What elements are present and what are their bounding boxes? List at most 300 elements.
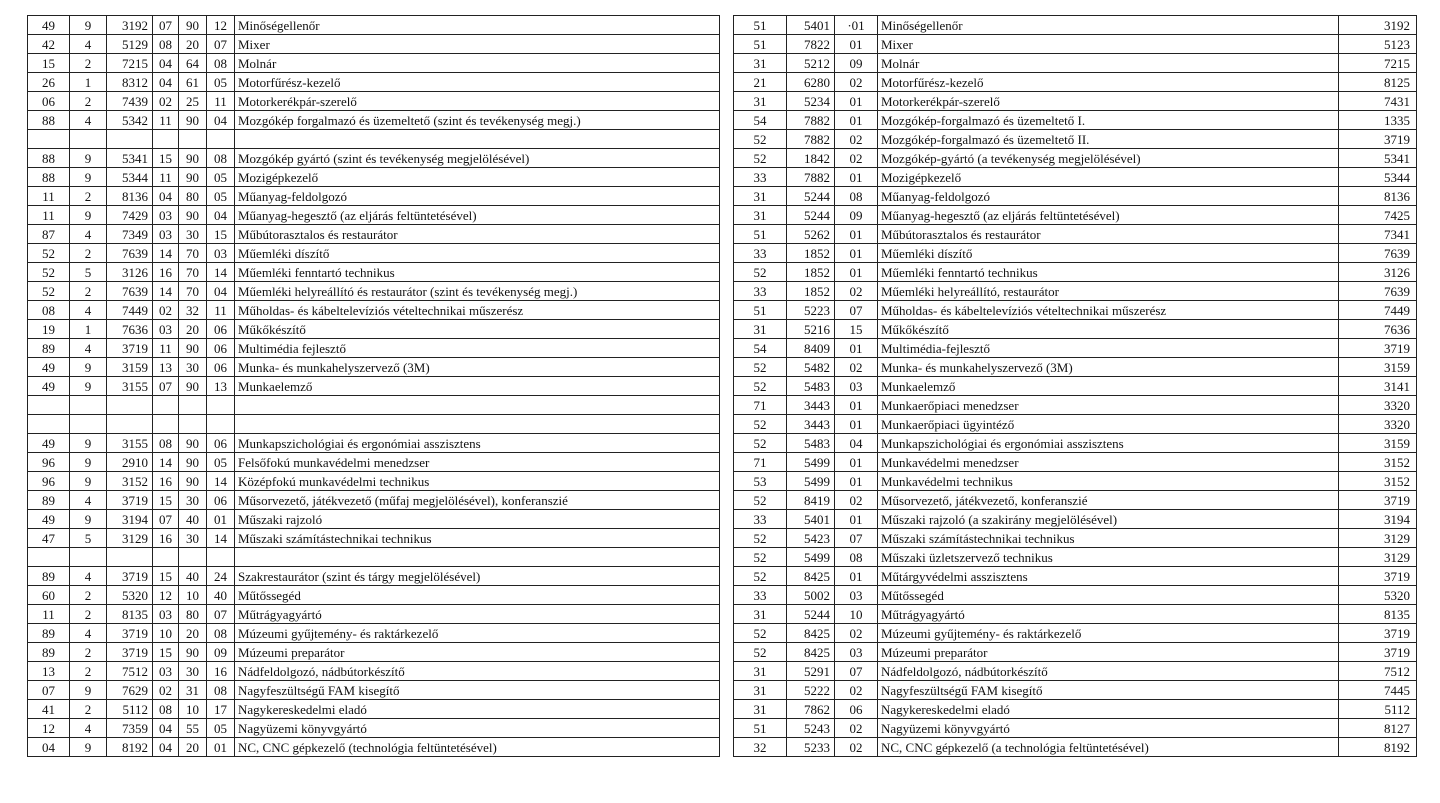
new-name: Molnár bbox=[878, 54, 1339, 73]
old-col-a: 15 bbox=[28, 54, 70, 73]
old-code: 3126 bbox=[107, 263, 153, 282]
old-col-a: 89 bbox=[28, 643, 70, 662]
old-name bbox=[235, 396, 720, 415]
new-name: Műemléki fenntartó technikus bbox=[878, 263, 1339, 282]
new-code: 5401 bbox=[787, 510, 835, 529]
old-col-b: 9 bbox=[70, 168, 107, 187]
new-col-c: 01 bbox=[835, 263, 878, 282]
old-code: 3152 bbox=[107, 472, 153, 491]
new-name: Nagykereskedelmi eladó bbox=[878, 700, 1339, 719]
new-col-a: 52 bbox=[734, 548, 787, 567]
old-col-a: 49 bbox=[28, 358, 70, 377]
new-col-a: 51 bbox=[734, 16, 787, 35]
old-col-a: 52 bbox=[28, 282, 70, 301]
new-name: Műemléki helyreállító, restaurátor bbox=[878, 282, 1339, 301]
old-name: Műtőssegéd bbox=[235, 586, 720, 605]
table-row bbox=[28, 225, 1417, 244]
old-col-a: 12 bbox=[28, 719, 70, 738]
new-code: 5499 bbox=[787, 453, 835, 472]
table-row bbox=[28, 548, 1417, 567]
old-col-a: 26 bbox=[28, 73, 70, 92]
column-gap bbox=[720, 35, 734, 54]
new-code: 5291 bbox=[787, 662, 835, 681]
old-col-f: 11 bbox=[207, 92, 235, 111]
new-col-c: 02 bbox=[835, 130, 878, 149]
new-name: Műszaki üzletszervező technikus bbox=[878, 548, 1339, 567]
old-name: Múzeumi preparátor bbox=[235, 643, 720, 662]
old-col-a: 11 bbox=[28, 605, 70, 624]
table-row bbox=[28, 263, 1417, 282]
table-row bbox=[28, 187, 1417, 206]
new-col-a: 52 bbox=[734, 149, 787, 168]
old-code: 7636 bbox=[107, 320, 153, 339]
table-row bbox=[28, 35, 1417, 54]
new-name: Nagyüzemi könyvgyártó bbox=[878, 719, 1339, 738]
old-col-b bbox=[70, 396, 107, 415]
old-col-e: 80 bbox=[179, 187, 207, 206]
old-code: 5320 bbox=[107, 586, 153, 605]
new-col-c: 04 bbox=[835, 434, 878, 453]
old-col-a: 49 bbox=[28, 434, 70, 453]
new-name: Motorkerékpár-szerelő bbox=[878, 92, 1339, 111]
new-ref-code: 8125 bbox=[1339, 73, 1417, 92]
new-name: Mixer bbox=[878, 35, 1339, 54]
column-gap bbox=[720, 301, 734, 320]
old-col-d: 04 bbox=[153, 187, 179, 206]
new-col-c: 15 bbox=[835, 320, 878, 339]
old-col-f: 06 bbox=[207, 434, 235, 453]
old-name: Minőségellenőr bbox=[235, 16, 720, 35]
table-row bbox=[28, 149, 1417, 168]
table-row bbox=[28, 282, 1417, 301]
new-name: Műanyag-feldolgozó bbox=[878, 187, 1339, 206]
new-code: 5212 bbox=[787, 54, 835, 73]
new-code: 5216 bbox=[787, 320, 835, 339]
old-name: Műkőkészítő bbox=[235, 320, 720, 339]
old-col-a: 87 bbox=[28, 225, 70, 244]
new-ref-code: 5341 bbox=[1339, 149, 1417, 168]
new-ref-code: 7639 bbox=[1339, 244, 1417, 263]
new-name: Műtrágyagyártó bbox=[878, 605, 1339, 624]
table-row bbox=[28, 358, 1417, 377]
old-col-f: 17 bbox=[207, 700, 235, 719]
old-name: Mixer bbox=[235, 35, 720, 54]
old-col-f: 13 bbox=[207, 377, 235, 396]
new-col-c: 01 bbox=[835, 510, 878, 529]
new-code: 5423 bbox=[787, 529, 835, 548]
table-row bbox=[28, 605, 1417, 624]
old-col-b: 2 bbox=[70, 700, 107, 719]
old-col-b: 2 bbox=[70, 605, 107, 624]
table-body bbox=[28, 16, 1417, 757]
new-col-a: 52 bbox=[734, 491, 787, 510]
old-col-f: 14 bbox=[207, 472, 235, 491]
column-gap bbox=[720, 700, 734, 719]
old-col-a: 04 bbox=[28, 738, 70, 757]
old-col-f: 06 bbox=[207, 358, 235, 377]
old-code: 7349 bbox=[107, 225, 153, 244]
column-gap bbox=[720, 225, 734, 244]
new-name: Munkapszichológiai és ergonómiai asszisztens bbox=[878, 434, 1339, 453]
old-col-e: 70 bbox=[179, 263, 207, 282]
new-col-a: 33 bbox=[734, 510, 787, 529]
old-name: Műemléki díszítő bbox=[235, 244, 720, 263]
old-col-e: 90 bbox=[179, 339, 207, 358]
old-col-d: 15 bbox=[153, 491, 179, 510]
old-col-d bbox=[153, 396, 179, 415]
new-code: 5223 bbox=[787, 301, 835, 320]
old-col-d: 16 bbox=[153, 529, 179, 548]
new-code: 8425 bbox=[787, 624, 835, 643]
old-col-e: 90 bbox=[179, 434, 207, 453]
new-col-c: 03 bbox=[835, 643, 878, 662]
new-ref-code: 3192 bbox=[1339, 16, 1417, 35]
new-col-c: 02 bbox=[835, 73, 878, 92]
old-code: 3194 bbox=[107, 510, 153, 529]
old-col-f: 05 bbox=[207, 187, 235, 206]
table-row bbox=[28, 301, 1417, 320]
old-col-b: 5 bbox=[70, 263, 107, 282]
new-code: 5222 bbox=[787, 681, 835, 700]
old-col-a: 52 bbox=[28, 244, 70, 263]
old-code: 7439 bbox=[107, 92, 153, 111]
column-gap bbox=[720, 206, 734, 225]
new-ref-code: 3320 bbox=[1339, 396, 1417, 415]
new-code: 5244 bbox=[787, 206, 835, 225]
old-col-f: 05 bbox=[207, 719, 235, 738]
old-code: 5129 bbox=[107, 35, 153, 54]
old-col-d: 03 bbox=[153, 320, 179, 339]
column-gap bbox=[720, 320, 734, 339]
new-col-c: 03 bbox=[835, 586, 878, 605]
new-ref-code: 3719 bbox=[1339, 567, 1417, 586]
new-name: Mozgókép-forgalmazó és üzemeltető I. bbox=[878, 111, 1339, 130]
table-row bbox=[28, 130, 1417, 149]
old-col-b: 9 bbox=[70, 149, 107, 168]
old-col-e: 20 bbox=[179, 35, 207, 54]
new-ref-code: 7449 bbox=[1339, 301, 1417, 320]
new-ref-code: 3194 bbox=[1339, 510, 1417, 529]
new-name: Munkaelemző bbox=[878, 377, 1339, 396]
old-col-d: 14 bbox=[153, 282, 179, 301]
new-ref-code: 7341 bbox=[1339, 225, 1417, 244]
table-row bbox=[28, 73, 1417, 92]
old-col-b: 9 bbox=[70, 738, 107, 757]
column-gap bbox=[720, 282, 734, 301]
old-col-a: 96 bbox=[28, 472, 70, 491]
new-col-c: 02 bbox=[835, 738, 878, 757]
new-code: 7882 bbox=[787, 111, 835, 130]
new-col-a: 32 bbox=[734, 738, 787, 757]
new-col-c: 02 bbox=[835, 149, 878, 168]
new-ref-code: 8127 bbox=[1339, 719, 1417, 738]
new-ref-code: 5123 bbox=[1339, 35, 1417, 54]
old-name: Molnár bbox=[235, 54, 720, 73]
table-row bbox=[28, 396, 1417, 415]
old-col-f: 04 bbox=[207, 282, 235, 301]
old-col-f: 15 bbox=[207, 225, 235, 244]
old-code: 5112 bbox=[107, 700, 153, 719]
old-name: Műtrágyagyártó bbox=[235, 605, 720, 624]
old-col-e: 40 bbox=[179, 510, 207, 529]
old-name: Műemléki helyreállító és restaurátor (szint és tevékenység megj.) bbox=[235, 282, 720, 301]
table-row bbox=[28, 434, 1417, 453]
new-name: Múzeumi preparátor bbox=[878, 643, 1339, 662]
old-name: Szakrestaurátor (szint és tárgy megjelölésével) bbox=[235, 567, 720, 586]
old-col-d: 08 bbox=[153, 434, 179, 453]
old-col-f: 01 bbox=[207, 738, 235, 757]
old-col-d: 03 bbox=[153, 206, 179, 225]
table-row bbox=[28, 111, 1417, 130]
new-col-c: 01 bbox=[835, 168, 878, 187]
old-col-b: 9 bbox=[70, 472, 107, 491]
new-col-a: 52 bbox=[734, 643, 787, 662]
table-row bbox=[28, 719, 1417, 738]
new-name: Műtőssegéd bbox=[878, 586, 1339, 605]
old-col-f: 09 bbox=[207, 643, 235, 662]
new-ref-code: 5320 bbox=[1339, 586, 1417, 605]
old-name: NC, CNC gépkezelő (technológia feltüntetésével) bbox=[235, 738, 720, 757]
column-gap bbox=[720, 111, 734, 130]
old-col-f: 03 bbox=[207, 244, 235, 263]
new-col-c: 01 bbox=[835, 111, 878, 130]
old-col-a: 89 bbox=[28, 567, 70, 586]
new-col-c: 02 bbox=[835, 491, 878, 510]
old-col-b bbox=[70, 130, 107, 149]
new-col-a: 52 bbox=[734, 358, 787, 377]
old-name: Műanyag-hegesztő (az eljárás feltüntetésével) bbox=[235, 206, 720, 225]
new-col-c: 01 bbox=[835, 415, 878, 434]
new-col-a: 33 bbox=[734, 282, 787, 301]
old-col-f: 08 bbox=[207, 681, 235, 700]
old-name: Motorfűrész-kezelő bbox=[235, 73, 720, 92]
new-name: Műsorvezető, játékvezető, konferanszié bbox=[878, 491, 1339, 510]
old-col-e: 31 bbox=[179, 681, 207, 700]
new-col-a: 52 bbox=[734, 567, 787, 586]
new-code: 5401 bbox=[787, 16, 835, 35]
old-code: 3192 bbox=[107, 16, 153, 35]
old-col-a: 47 bbox=[28, 529, 70, 548]
old-col-e: 61 bbox=[179, 73, 207, 92]
new-ref-code: 7431 bbox=[1339, 92, 1417, 111]
column-gap bbox=[720, 567, 734, 586]
old-code: 3719 bbox=[107, 491, 153, 510]
old-col-a: 11 bbox=[28, 187, 70, 206]
new-ref-code: 7639 bbox=[1339, 282, 1417, 301]
new-col-a: 54 bbox=[734, 339, 787, 358]
occupation-code-table bbox=[27, 15, 1417, 757]
old-col-a: 19 bbox=[28, 320, 70, 339]
old-code: 3159 bbox=[107, 358, 153, 377]
new-name: Minőségellenőr bbox=[878, 16, 1339, 35]
old-code: 3719 bbox=[107, 643, 153, 662]
old-col-d: 02 bbox=[153, 301, 179, 320]
old-col-d: 03 bbox=[153, 225, 179, 244]
old-name bbox=[235, 548, 720, 567]
old-col-e: 90 bbox=[179, 206, 207, 225]
new-col-a: 31 bbox=[734, 54, 787, 73]
column-gap bbox=[720, 434, 734, 453]
old-col-a: 60 bbox=[28, 586, 70, 605]
table-row bbox=[28, 453, 1417, 472]
old-col-e: 70 bbox=[179, 282, 207, 301]
table-row bbox=[28, 415, 1417, 434]
old-col-d: 15 bbox=[153, 149, 179, 168]
old-col-f: 05 bbox=[207, 73, 235, 92]
column-gap bbox=[720, 73, 734, 92]
old-name: Műbútorasztalos és restaurátor bbox=[235, 225, 720, 244]
old-col-f: 05 bbox=[207, 168, 235, 187]
old-name: Múzeumi gyűjtemény- és raktárkezelő bbox=[235, 624, 720, 643]
old-col-f: 08 bbox=[207, 149, 235, 168]
column-gap bbox=[720, 624, 734, 643]
old-code: 8192 bbox=[107, 738, 153, 757]
column-gap bbox=[720, 491, 734, 510]
table-row bbox=[28, 700, 1417, 719]
old-col-d: 10 bbox=[153, 624, 179, 643]
old-col-e: 55 bbox=[179, 719, 207, 738]
old-col-d bbox=[153, 130, 179, 149]
old-col-d: 16 bbox=[153, 472, 179, 491]
old-name bbox=[235, 415, 720, 434]
old-code: 7512 bbox=[107, 662, 153, 681]
old-col-e: 40 bbox=[179, 567, 207, 586]
old-col-a: 89 bbox=[28, 624, 70, 643]
old-col-b: 2 bbox=[70, 586, 107, 605]
old-col-e: 30 bbox=[179, 225, 207, 244]
old-col-b: 4 bbox=[70, 225, 107, 244]
old-name: Középfokú munkavédelmi technikus bbox=[235, 472, 720, 491]
new-ref-code: 3159 bbox=[1339, 434, 1417, 453]
old-col-b: 2 bbox=[70, 187, 107, 206]
old-col-b: 4 bbox=[70, 719, 107, 738]
old-name: Mozgókép forgalmazó és üzemeltető (szint és tevékenység megj.) bbox=[235, 111, 720, 130]
column-gap bbox=[720, 358, 734, 377]
column-gap bbox=[720, 149, 734, 168]
new-ref-code: 3320 bbox=[1339, 415, 1417, 434]
old-col-e: 20 bbox=[179, 624, 207, 643]
old-code: 3129 bbox=[107, 529, 153, 548]
new-name: Múzeumi gyűjtemény- és raktárkezelő bbox=[878, 624, 1339, 643]
old-col-e: 10 bbox=[179, 586, 207, 605]
old-col-f: 11 bbox=[207, 301, 235, 320]
new-code: 8409 bbox=[787, 339, 835, 358]
column-gap bbox=[720, 548, 734, 567]
old-code: 8312 bbox=[107, 73, 153, 92]
new-name: Munka- és munkahelyszervező (3M) bbox=[878, 358, 1339, 377]
old-col-a: 42 bbox=[28, 35, 70, 54]
new-name: Nádfeldolgozó, nádbútorkészítő bbox=[878, 662, 1339, 681]
old-col-e: 30 bbox=[179, 529, 207, 548]
old-name: Mozgókép gyártó (szint és tevékenység megjelölésével) bbox=[235, 149, 720, 168]
new-col-a: 33 bbox=[734, 168, 787, 187]
old-col-b: 4 bbox=[70, 491, 107, 510]
old-col-f: 06 bbox=[207, 491, 235, 510]
new-col-c: 01 bbox=[835, 244, 878, 263]
old-col-a bbox=[28, 130, 70, 149]
new-col-a: 51 bbox=[734, 35, 787, 54]
new-col-a: 54 bbox=[734, 111, 787, 130]
old-col-b: 4 bbox=[70, 111, 107, 130]
old-col-d bbox=[153, 415, 179, 434]
column-gap bbox=[720, 681, 734, 700]
new-col-c: 01 bbox=[835, 567, 878, 586]
new-col-a: 31 bbox=[734, 681, 787, 700]
new-ref-code: 7445 bbox=[1339, 681, 1417, 700]
new-code: 3443 bbox=[787, 415, 835, 434]
table-row bbox=[28, 624, 1417, 643]
old-code: 3719 bbox=[107, 339, 153, 358]
new-col-a: 52 bbox=[734, 377, 787, 396]
old-col-d: 13 bbox=[153, 358, 179, 377]
new-name: Munkaerőpiaci menedzser bbox=[878, 396, 1339, 415]
old-col-a: 49 bbox=[28, 377, 70, 396]
table-row bbox=[28, 681, 1417, 700]
old-col-a bbox=[28, 415, 70, 434]
old-col-a: 11 bbox=[28, 206, 70, 225]
new-code: 5233 bbox=[787, 738, 835, 757]
new-name: Műemléki díszítő bbox=[878, 244, 1339, 263]
table-row bbox=[28, 510, 1417, 529]
old-col-b: 4 bbox=[70, 567, 107, 586]
new-col-c: 01 bbox=[835, 225, 878, 244]
new-col-a: 51 bbox=[734, 225, 787, 244]
old-col-d: 11 bbox=[153, 339, 179, 358]
new-ref-code: 8136 bbox=[1339, 187, 1417, 206]
old-col-b: 9 bbox=[70, 377, 107, 396]
new-col-a: 31 bbox=[734, 92, 787, 111]
column-gap bbox=[720, 168, 734, 187]
old-col-d: 14 bbox=[153, 453, 179, 472]
new-code: 5499 bbox=[787, 548, 835, 567]
old-col-e: 80 bbox=[179, 605, 207, 624]
new-ref-code: 3719 bbox=[1339, 491, 1417, 510]
old-code bbox=[107, 415, 153, 434]
column-gap bbox=[720, 643, 734, 662]
old-col-d: 14 bbox=[153, 244, 179, 263]
new-code: 1842 bbox=[787, 149, 835, 168]
new-code: 8425 bbox=[787, 643, 835, 662]
new-col-c: 02 bbox=[835, 681, 878, 700]
old-col-e: 30 bbox=[179, 491, 207, 510]
old-col-e bbox=[179, 130, 207, 149]
table-row bbox=[28, 320, 1417, 339]
new-ref-code: 5112 bbox=[1339, 700, 1417, 719]
old-col-f: 05 bbox=[207, 453, 235, 472]
new-code: 1852 bbox=[787, 263, 835, 282]
table-row bbox=[28, 168, 1417, 187]
old-code: 3719 bbox=[107, 567, 153, 586]
new-col-a: 33 bbox=[734, 586, 787, 605]
old-code: 7629 bbox=[107, 681, 153, 700]
old-col-b: 1 bbox=[70, 320, 107, 339]
new-ref-code: 3719 bbox=[1339, 624, 1417, 643]
column-gap bbox=[720, 130, 734, 149]
new-col-a: 53 bbox=[734, 472, 787, 491]
old-col-f: 14 bbox=[207, 529, 235, 548]
old-col-e: 90 bbox=[179, 453, 207, 472]
old-code bbox=[107, 130, 153, 149]
new-col-c: 01 bbox=[835, 453, 878, 472]
old-code: 2910 bbox=[107, 453, 153, 472]
old-code: 3719 bbox=[107, 624, 153, 643]
old-code: 5341 bbox=[107, 149, 153, 168]
new-col-a: 52 bbox=[734, 415, 787, 434]
old-col-e: 25 bbox=[179, 92, 207, 111]
old-col-a: 06 bbox=[28, 92, 70, 111]
new-col-a: 31 bbox=[734, 187, 787, 206]
old-col-e: 90 bbox=[179, 16, 207, 35]
